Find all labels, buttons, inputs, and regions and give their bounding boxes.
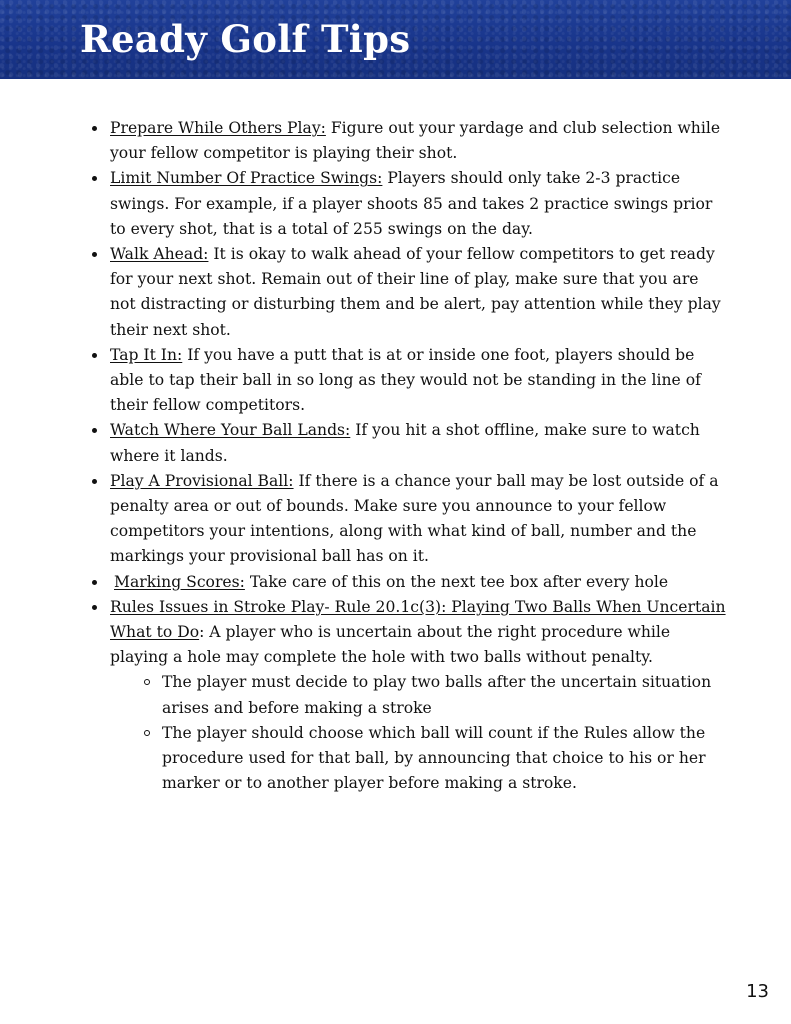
tip-title: Tap It In: — [110, 345, 183, 364]
tip-title: Prepare While Others Play: — [110, 119, 326, 137]
tip-title: Walk Ahead: — [110, 245, 209, 264]
sub-list-item: The player should choose which ball will count if the Rules allow the procedure used for that ball, by announcing that choice to his or her marker or to another player before making a stroke. — [140, 721, 728, 797]
tip-text: Players should only take 2-3 practice swings. For example, if a player shoots 85 and takes 2 practice swings prior to every shot, that is a total of 255 swings on the day. — [110, 169, 713, 238]
sub-list-item: The player must decide to play two balls after the uncertain situation arises and before making a stroke — [140, 670, 728, 720]
list-item — [88, 418, 728, 468]
list-item — [88, 343, 728, 419]
tip-title: Watch Where Your Ball Lands: — [110, 421, 351, 440]
tips-content — [88, 116, 728, 796]
tips-list — [88, 116, 728, 796]
tip-text: If there is a chance your ball may be lost outside of a penalty area or out of bounds. Make sure you announce to your fellow competitors your intentions, along with what kind of ball, number and the markings your provisional ball has on it. — [110, 471, 719, 566]
list-item — [88, 166, 728, 242]
list-item — [88, 570, 728, 595]
list-item — [88, 242, 728, 343]
tip-text: If you have a putt that is at or inside one foot, players should be able to tap their ball in so long as they would not be standing in the line of their fellow competitors. — [110, 345, 701, 415]
list-item — [88, 595, 728, 797]
tip-title: Marking Scores: — [114, 572, 245, 591]
list-item — [88, 116, 728, 166]
tip-text: Figure out your yardage and club selection while your fellow competitor is playing their shot. — [110, 119, 721, 163]
page-number: 13 — [746, 981, 769, 1002]
tip-text: : A player who is uncertain about the right procedure while playing a hole may complete the hole with two balls without penalty. — [110, 623, 671, 667]
page-title: Ready Golf Tips — [80, 17, 411, 61]
list-item — [88, 469, 728, 570]
header-banner — [0, 0, 791, 79]
sub-list — [110, 670, 728, 796]
tip-text: If you hit a shot offline, make sure to watch where it lands. — [110, 421, 700, 465]
tip-title: Rules Issues in Stroke Play- Rule 20.1c(3): Playing Two Balls When Uncertain What to Do — [110, 597, 726, 642]
tip-title: Limit Number Of Practice Swings: — [110, 169, 383, 188]
tip-text: Take care of this on the next tee box after every hole — [244, 572, 669, 591]
tip-title: Play A Provisional Ball: — [110, 471, 294, 490]
tip-text: It is okay to walk ahead of your fellow competitors to get ready for your next shot. Remain out of their line of play, make sure that you are not distracting or disturbing them and be alert, pay attention while they play their next shot. — [110, 245, 721, 339]
